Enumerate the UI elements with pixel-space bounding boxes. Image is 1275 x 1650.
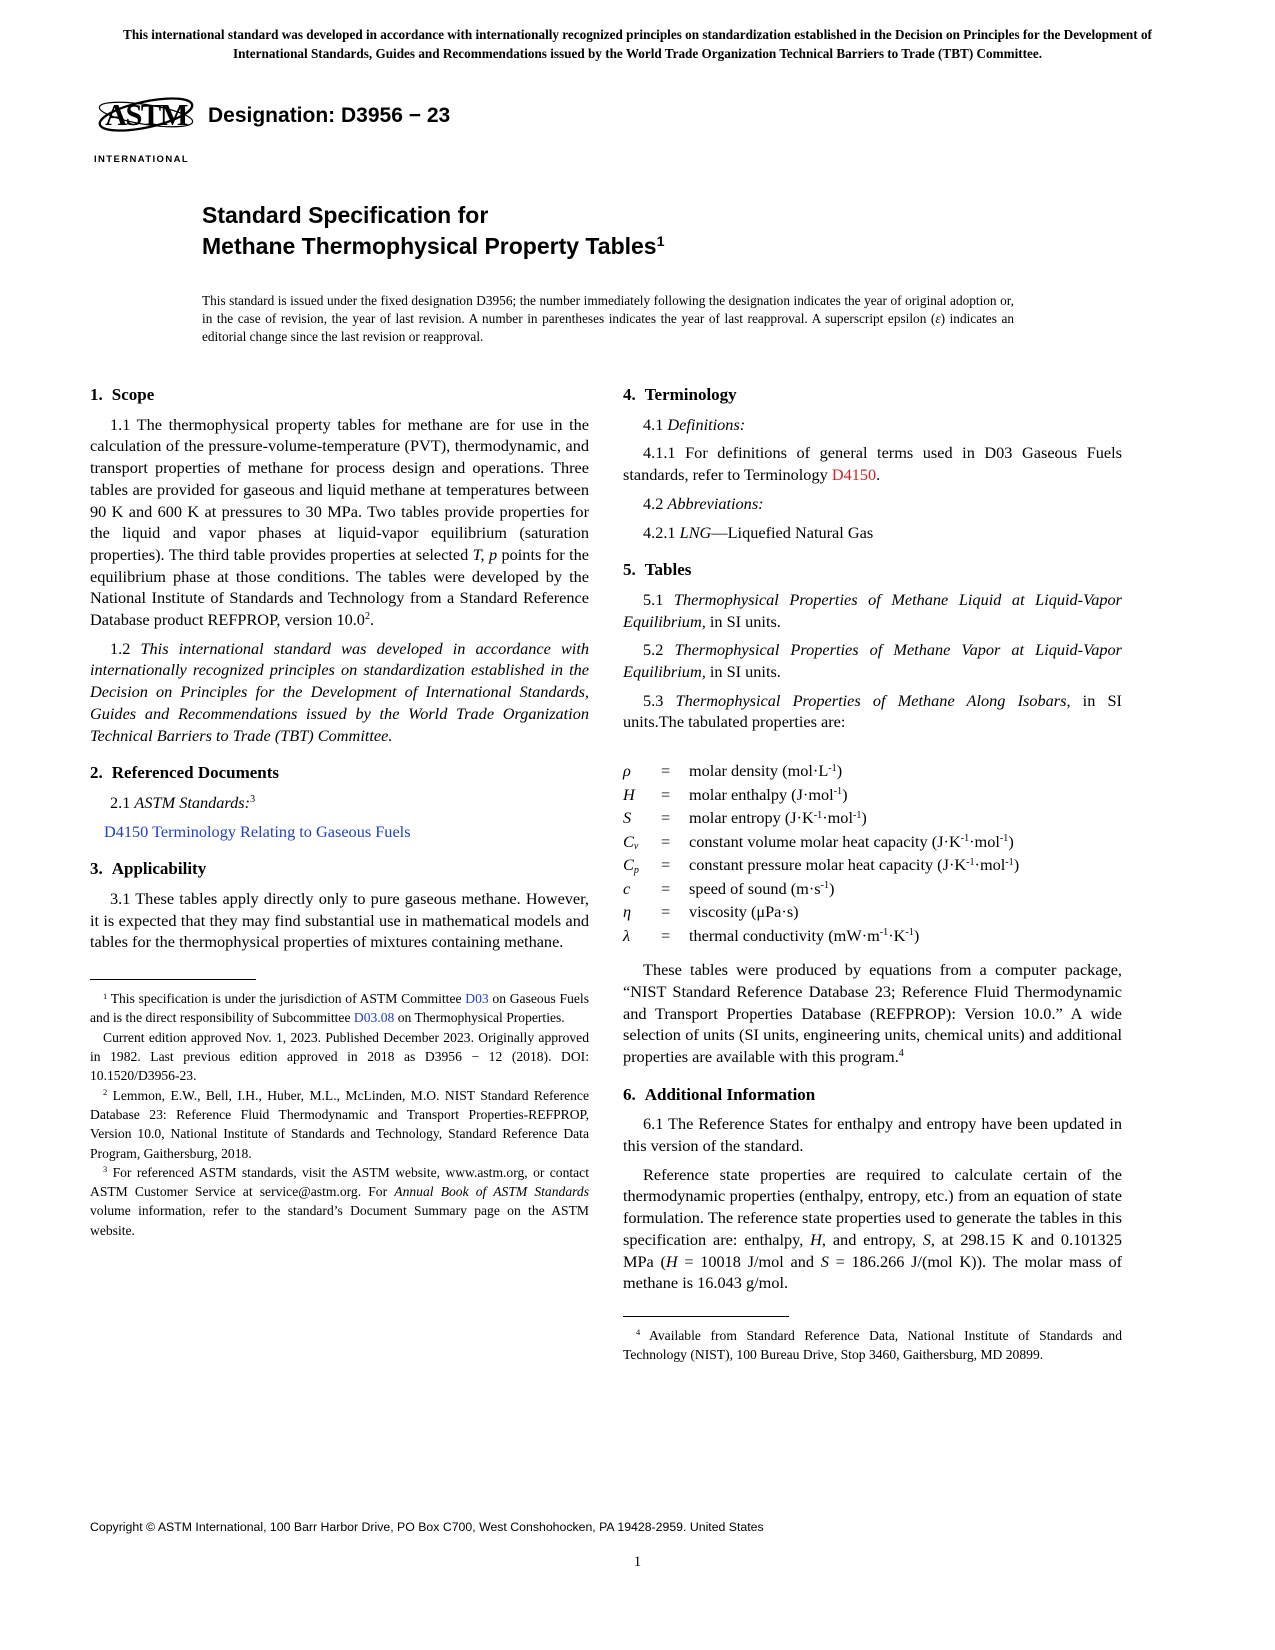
text-run: v	[633, 841, 639, 853]
text-run: in SI units.	[705, 611, 781, 631]
symbol	[623, 806, 661, 830]
para-1-2	[90, 638, 589, 747]
text-run: -1	[813, 809, 823, 821]
text-run: in SI units.	[705, 662, 781, 682]
section-4-number: 4.	[623, 385, 636, 404]
symbol-description	[689, 900, 1122, 924]
text-run: 3.1 These tables apply directly only to pure gaseous methane. However, it is expected that they may find substantial use in mathematical models and tables for the thermophysical properties of mixtures containing methane.	[90, 889, 589, 952]
equals-sign: =	[661, 784, 671, 804]
text-run: -1	[905, 927, 914, 939]
d03-08-subcommittee-link[interactable]: D03.08	[353, 1010, 395, 1026]
text-run: S	[922, 1229, 931, 1249]
text-run: This specification is under the jurisdiction of ASTM Committee	[107, 991, 466, 1007]
section-3-title: Applicability	[111, 859, 207, 879]
text-run: 4	[898, 1048, 904, 1060]
title-line-2	[202, 231, 1032, 262]
text-run: H	[665, 1251, 678, 1271]
symbol	[623, 830, 661, 854]
text-run: Thermophysical Properties of Methane Vapor at Liquid-Vapor Equilibrium,	[623, 640, 1122, 682]
equals-sign: =	[661, 878, 671, 898]
symbol-row-cp	[623, 853, 1122, 877]
text-run: This international standard was developed in accordance with internationally recognized principles on standardization established in the Decision on Principles for the Development of International Standards, Guides and Recommendations issued by the World Trade Organization Technical Barriers to Trade (TBT) Committee.	[90, 638, 589, 745]
text-run: 2	[364, 611, 370, 623]
para-6-1	[623, 1113, 1122, 1156]
section-5-number: 5.	[623, 560, 636, 580]
text-run: H	[623, 784, 635, 804]
section-3-heading	[90, 858, 589, 880]
text-run: )	[836, 761, 843, 781]
text-run: 1.2	[110, 638, 141, 658]
symbol	[623, 853, 661, 877]
text-run: constant pressure molar heat capacity (J·K	[689, 855, 967, 875]
text-run: S	[623, 808, 632, 828]
text-run: C	[623, 831, 634, 851]
text-run: η	[623, 902, 632, 922]
para-5-2	[623, 639, 1122, 682]
footnote-1	[90, 989, 589, 1028]
para-5-3	[623, 690, 1122, 733]
symbol-row-entropy	[623, 806, 1122, 830]
astm-logo-text: ASTM	[105, 98, 187, 133]
para-6-1-continued	[623, 1164, 1122, 1294]
d4150-terminology-link[interactable]: D4150	[831, 465, 877, 485]
para-5-1	[623, 589, 1122, 632]
text-run: , at 298.15 K and 0.101325 MPa (	[623, 1229, 1122, 1271]
designation: Designation: D3956 − 23	[208, 104, 451, 127]
text-run: )	[829, 878, 835, 898]
section-1-title: Scope	[111, 385, 155, 404]
text-run: Thermophysical Properties of Methane Liquid at Liquid-Vapor Equilibrium,	[623, 589, 1123, 631]
page-number: 1	[633, 1554, 642, 1570]
text-run: c	[623, 878, 631, 898]
section-3-number: 3.	[90, 859, 103, 879]
section-4-title: Terminology	[644, 385, 737, 404]
text-run: 1	[103, 990, 108, 1001]
text-run: molar density (mol·L	[689, 761, 829, 781]
text-run: 3	[250, 794, 256, 806]
text-run: volume information, refer to the standard’s Document Summary page on the ASTM website.	[90, 1203, 589, 1238]
symbol-row-speed-of-sound	[623, 877, 1122, 901]
text-run: = 186.266 J/(mol K)). The molar mass of methane is 16.043 g/mol.	[623, 1251, 1123, 1293]
equals-sign: =	[661, 831, 671, 851]
text-run: = 10018 J/mol and	[677, 1251, 821, 1271]
para-1-1	[90, 414, 589, 631]
astm-logo-icon	[95, 78, 197, 148]
text-run: Available from Standard Reference Data, National Institute of Standards and Technology (NIST), 100 Bureau Drive, Stop 3460, Gaithersburg, MD 20899.	[623, 1327, 1122, 1363]
text-run: Methane Thermophysical Property Tables	[202, 233, 657, 259]
symbol	[623, 877, 661, 901]
text-run: Thermophysical Properties of Methane Along Isobars,	[675, 690, 1071, 710]
text-run: 4.1	[643, 414, 668, 434]
text-run: viscosity (μPa·s)	[689, 902, 799, 922]
text-run: )	[861, 808, 867, 828]
section-4-heading	[623, 384, 1122, 406]
text-run: points for the equilibrium phase at those conditions. The tables were developed by the National Institute of Standards and Technology from a Standard Reference Database product REFPROP, version 10.0	[90, 544, 589, 630]
text-run: )	[1008, 831, 1014, 851]
footnote-4	[623, 1326, 1122, 1365]
para-3-1	[90, 888, 589, 953]
equals-sign: =	[661, 855, 671, 875]
text-run: C	[623, 855, 634, 875]
text-run: molar enthalpy (J·mol	[689, 784, 834, 804]
text-run: -1	[960, 833, 970, 845]
title-line-1: Standard Specification for	[202, 202, 489, 228]
text-run: ε	[935, 311, 941, 326]
symbol-row-rho	[623, 759, 1122, 783]
text-run: )	[1013, 855, 1020, 875]
text-run: -1	[820, 880, 830, 892]
text-run: 4	[636, 1327, 641, 1338]
text-run: ρ	[623, 761, 631, 781]
d4150-reference-link[interactable]: D4150	[104, 821, 149, 841]
astm-logo	[94, 78, 198, 165]
text-run: Current edition approved Nov. 1, 2023. Published December 2023. Originally approved in 1982. Last previous edition approved in 2018 as D3956 − 12 (2018). DOI: 10.1520/D3956-23.	[90, 1029, 589, 1084]
left-footnotes	[90, 979, 589, 1240]
text-run: )	[913, 925, 920, 945]
issuance-note	[202, 292, 1014, 346]
para-2-1	[90, 792, 589, 814]
symbol-row-cv	[623, 830, 1122, 854]
symbol-description	[689, 877, 1122, 901]
symbol-description	[689, 759, 1122, 783]
text-run: Reference state properties are required to calculate certain of the thermodynamic properties (enthalpy, entropy, etc.) from an equation of state formulation. The reference state properties used to generate the tables in this specification are: enthalpy,	[623, 1164, 1122, 1249]
text-run: thermal conductivity (mW·m	[689, 925, 880, 945]
text-run: Lemmon, E.W., Bell, I.H., Huber, M.L., McLinden, M.O. NIST Standard Reference Database 23: Reference Fluid Thermodynamic and Transport Properties-REFPROP, Version 10.0, National Institute of Standards and Technology, Standard Reference Data Program, Gaithersburg, 2018.	[90, 1087, 589, 1161]
text-run: 4.2.1	[643, 522, 680, 542]
symbol-description	[689, 783, 1122, 807]
equals-sign: =	[661, 925, 671, 945]
text-run: S	[820, 1251, 829, 1271]
copyright-notice: Copyright © ASTM International, 100 Barr Harbor Drive, PO Box C700, West Conshohocken, PA 19428-2959. United States	[90, 1520, 764, 1534]
text-run: T, p	[472, 544, 498, 564]
text-run: on Thermophysical Properties.	[394, 1010, 565, 1026]
text-run: Definitions:	[667, 414, 746, 434]
text-run: -1	[833, 786, 843, 798]
text-run: -1	[852, 809, 862, 821]
footnote-rule-right	[623, 1316, 789, 1317]
two-column-body	[90, 382, 1122, 1365]
para-4-1	[623, 414, 1122, 436]
equals-sign: =	[661, 808, 671, 828]
wto-disclaimer: This international standard was developed in accordance with internationally recognized principles on standardization established in the Decision on Principles for the Development of International Standards, Guides and Recommendations issued by the World Trade Organization Technical Barriers to Trade (TBT) Committee.	[123, 27, 1152, 61]
text-run: 1.1 The thermophysical property tables for methane are for use in the calculation of the pressure-volume-temperature (PVT), thermodynamic, and transport properties of methane for process design and operations. Three tables are provided for gaseous and liquid methane at temperatures between 90 K and 600 K at pressures to 30 MPa. Two tables provide properties for the liquid and vapor phases at liquid-vapor equilibrium (saturation properties). The third table provides properties at selected	[90, 414, 589, 564]
section-2-number: 2.	[90, 763, 103, 783]
text-run: 4.1.1 For definitions of general terms used in D03 Gaseous Fuels standards, refer to Terminology	[623, 443, 1122, 485]
text-run: ·mol	[969, 831, 1000, 851]
d03-committee-link[interactable]: D03	[465, 991, 489, 1007]
right-column	[623, 382, 1122, 1365]
section-5-title: Tables	[644, 560, 692, 580]
section-5-heading	[623, 559, 1122, 581]
para-refprop-note	[623, 959, 1122, 1068]
equals-sign: =	[661, 902, 671, 922]
text-run: )	[842, 784, 848, 804]
document-title	[202, 200, 1032, 262]
text-run: -1	[1005, 856, 1014, 868]
section-6-heading	[623, 1084, 1122, 1106]
symbol-description	[689, 853, 1122, 877]
symbol	[623, 759, 661, 783]
para-4-2	[623, 493, 1122, 515]
text-run: 6.1 The Reference States for enthalpy and entropy have been updated in this version of the standard.	[623, 1114, 1122, 1156]
text-run: constant volume molar heat capacity (J·K	[689, 831, 961, 851]
text-run: .	[370, 610, 375, 630]
text-run: p	[633, 864, 639, 876]
text-run: -1	[999, 833, 1009, 845]
footnote-3	[90, 1163, 589, 1240]
para-4-2-1	[623, 522, 1122, 544]
symbol-description	[689, 924, 1122, 948]
text-run: For referenced ASTM standards, visit the ASTM website, www.astm.org, or contact ASTM Customer Service at service@astm.org. For	[90, 1164, 589, 1200]
text-run: -1	[828, 762, 837, 774]
astm-logo-subtext: INTERNATIONAL	[94, 154, 190, 165]
section-1-heading	[90, 384, 589, 406]
equals-sign: =	[661, 761, 671, 781]
symbol	[623, 783, 661, 807]
symbol-row-viscosity	[623, 900, 1122, 924]
symbol-row-thermal-conductivity	[623, 924, 1122, 948]
text-run: ASTM Standards:	[134, 792, 251, 812]
text-run: speed of sound (m·s	[689, 878, 821, 898]
text-run: on Gaseous Fuels and is the direct responsibility of Subcommittee	[90, 991, 589, 1026]
text-run: in SI units.The tabulated properties are:	[623, 690, 1122, 732]
text-run: 3	[103, 1164, 108, 1175]
text-run: molar entropy (J·K	[689, 808, 814, 828]
text-run: 4.2	[643, 493, 668, 513]
text-run: This standard is issued under the fixed designation D3956; the number immediately following the designation indicates the year of original adoption or, in the case of revision, the year of last revision. A number in parentheses indicates the year of last reapproval. A superscript epsilon (	[202, 293, 1014, 326]
text-run: 2	[103, 1087, 108, 1098]
text-run: Abbreviations:	[667, 493, 764, 513]
footnote-rule-left	[90, 979, 256, 980]
text-run: ) indicates an editorial change since the last revision or reapproval.	[202, 311, 1015, 344]
symbol	[623, 900, 661, 924]
text-run: 1	[656, 234, 665, 251]
footnote-1-edition-note	[90, 1028, 589, 1086]
text-run: 5.2	[643, 640, 675, 660]
text-run: Annual Book of ASTM Standards	[394, 1184, 589, 1200]
section-2-title: Referenced Documents	[111, 763, 280, 783]
d4150-reference-title[interactable]: Terminology Relating to Gaseous Fuels	[148, 821, 411, 841]
text-run: -1	[966, 856, 975, 868]
text-run: ·mol	[822, 808, 853, 828]
symbol-description	[689, 830, 1122, 854]
symbol-row-enthalpy	[623, 783, 1122, 807]
text-run: ·mol	[974, 855, 1006, 875]
referenced-standard-d4150[interactable]	[104, 821, 589, 843]
tabulated-properties-list	[623, 759, 1122, 947]
text-run: , and entropy,	[821, 1229, 923, 1249]
text-run: LNG	[679, 522, 712, 542]
left-column	[90, 382, 589, 1365]
right-footnotes	[623, 1316, 1122, 1365]
text-run: ·K	[888, 925, 906, 945]
text-run: —Liquefied Natural Gas	[711, 522, 874, 542]
text-run: 2.1	[110, 792, 135, 812]
section-2-heading	[90, 762, 589, 784]
section-6-number: 6.	[623, 1084, 636, 1104]
symbol	[623, 924, 661, 948]
section-6-title: Additional Information	[644, 1084, 816, 1104]
text-run: λ	[623, 925, 631, 945]
section-1-number: 1.	[90, 385, 103, 404]
text-run: These tables were produced by equations from a computer package, “NIST Standard Reference Database 23; Reference Fluid Thermodynamic and Transport Properties Database (REFPROP): Version 10.0.” A wide selection of units (SI units, engineering units, chemical units) and additional properties are available with this program.	[623, 960, 1122, 1066]
text-run: 5.3	[643, 690, 676, 710]
text-run: 5.1	[643, 589, 674, 609]
symbol-description	[689, 806, 1122, 830]
text-run: -1	[879, 927, 889, 939]
text-run: .	[876, 465, 881, 485]
text-run: H	[810, 1229, 822, 1249]
para-4-1-1	[623, 442, 1122, 485]
footnote-2	[90, 1086, 589, 1163]
